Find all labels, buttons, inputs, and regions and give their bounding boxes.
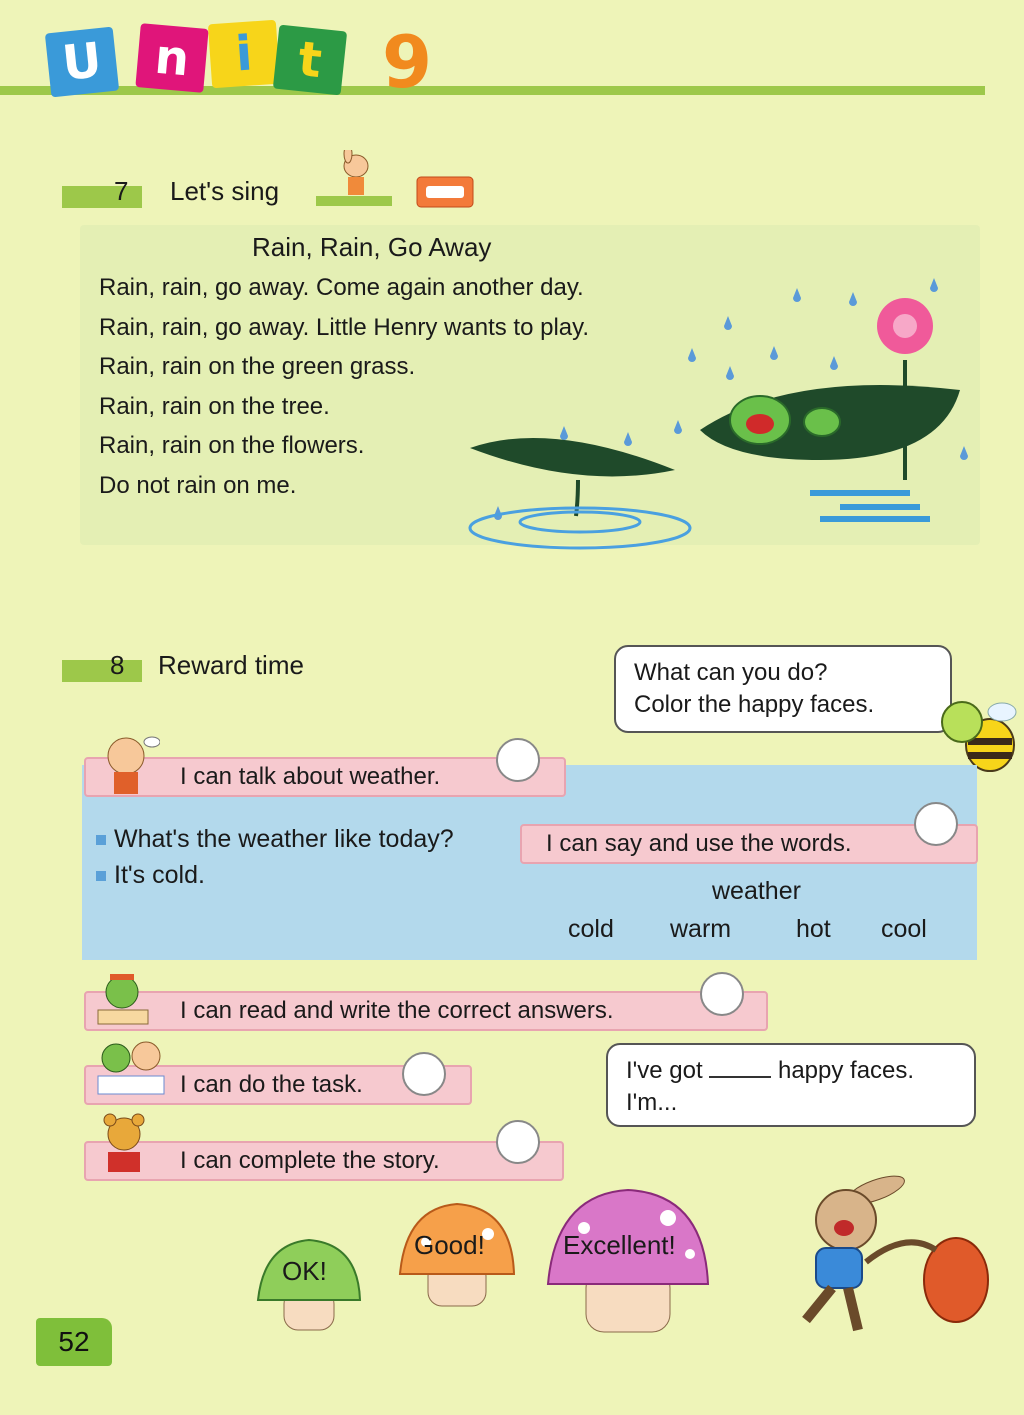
smiley-face-icon[interactable] (496, 738, 540, 782)
singing-rabbit-icon (336, 150, 376, 200)
song-line: Rain, rain, go away. Come again another day. (99, 274, 584, 301)
unit-number: 9 (382, 20, 433, 104)
mushroom-label: OK! (282, 1256, 327, 1286)
word-item: cold (568, 915, 614, 943)
bubble-text: I've got (626, 1057, 703, 1084)
unit-letter: t (295, 30, 325, 90)
unit-tile-u (45, 27, 119, 98)
bullet-square-icon (96, 835, 106, 845)
section-number: 8 (110, 650, 125, 680)
bubble-line: What can you do? (634, 659, 828, 686)
section-tab (62, 660, 142, 682)
rabbit-basket-icon (746, 1170, 996, 1338)
mushroom-label: Excellent! (563, 1230, 676, 1260)
reward-item (84, 991, 768, 1031)
pond-illustration (460, 270, 980, 550)
section-number: 7 (114, 176, 129, 206)
song-title: Rain, Rain, Go Away (252, 232, 492, 262)
unit-tile-i (208, 20, 280, 89)
song-line: Rain, rain on the flowers. (99, 432, 365, 459)
smiley-face-icon[interactable] (496, 1120, 540, 1164)
words-title: weather (712, 877, 801, 905)
page-number: 52 (36, 1318, 112, 1366)
section-title: Let's sing (170, 176, 280, 206)
cassette-icon[interactable] (416, 176, 474, 208)
unit-letter: i (233, 25, 255, 83)
reward-label: I can do the task. (180, 1071, 363, 1098)
smiley-face-icon[interactable] (914, 802, 958, 846)
bear-icon (96, 1112, 152, 1178)
bubble-line (626, 1055, 956, 1087)
reward-label: I can complete the story. (180, 1147, 440, 1174)
dialogue-line (96, 825, 454, 854)
song-line: Do not rain on me. (99, 472, 297, 499)
mushroom-label: Good! (414, 1230, 485, 1260)
unit-tile-n (135, 23, 208, 93)
dialogue-text: It's cold. (114, 861, 205, 889)
bubble-line: Color the happy faces. (634, 691, 875, 718)
mushroom-excellent (544, 1188, 712, 1336)
song-line: Rain, rain on the tree. (99, 393, 330, 420)
word-item: cool (881, 915, 927, 943)
bubble-line: I'm... (626, 1089, 678, 1116)
smiley-face-icon[interactable] (700, 972, 744, 1016)
dialogue-line (96, 861, 205, 890)
reward-item (84, 1141, 564, 1181)
bullet-square-icon (96, 871, 106, 881)
writing-boy-icon (92, 970, 154, 1032)
dialogue-text: What's the weather like today? (114, 825, 454, 853)
unit-letter: U (59, 32, 105, 92)
reward-label: I can read and write the correct answers. (180, 997, 614, 1024)
instruction-bubble (614, 645, 952, 733)
song-line: Rain, rain, go away. Little Henry wants to play. (99, 314, 590, 341)
reading-friends-icon (92, 1036, 172, 1100)
reward-item (520, 824, 978, 864)
unit-letter: n (152, 28, 192, 88)
blank-line[interactable] (709, 1056, 771, 1078)
girl-icon (94, 728, 160, 798)
reward-label: I can talk about weather. (180, 763, 441, 790)
word-item: warm (670, 915, 732, 943)
unit-tile-t (273, 25, 347, 96)
word-item: hot (796, 915, 831, 943)
song-line: Rain, rain on the green grass. (99, 353, 416, 380)
section-tab (62, 186, 142, 208)
reward-label: I can say and use the words. (546, 830, 852, 857)
section-title: Reward time (158, 650, 304, 680)
smiley-face-icon[interactable] (402, 1052, 446, 1096)
count-bubble (606, 1043, 976, 1127)
bubble-text: happy faces. (777, 1057, 915, 1084)
